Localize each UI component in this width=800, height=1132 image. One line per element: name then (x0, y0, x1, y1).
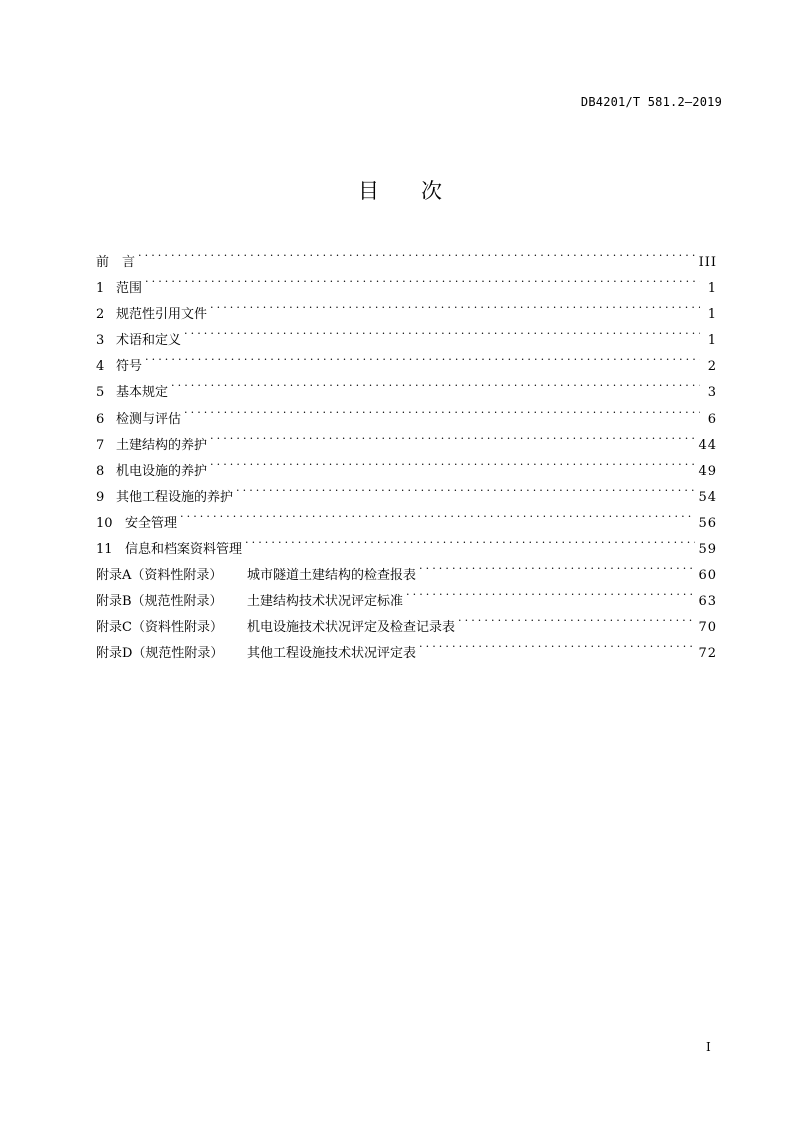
toc-title-char-1: 目 (358, 179, 379, 203)
toc-entry-label: 信息和档案资料管理 (125, 542, 243, 558)
table-of-contents (96, 240, 717, 662)
toc-dot-leader (145, 266, 700, 292)
toc-dot-leader (184, 318, 700, 344)
toc-entry-label: 土建结构的养护 (116, 437, 208, 453)
toc-entry-subtitle: 机电设施技术状况评定及检查记录表 (247, 620, 456, 636)
toc-entry-page: 63 (698, 594, 717, 610)
toc-entry-number: 8 (96, 463, 105, 479)
toc-entry-label: 基本规定 (116, 385, 169, 401)
toc-entry-page: III (698, 255, 717, 270)
toc-entry-subtitle: 城市隧道土建结构的检查报表 (247, 568, 417, 584)
toc-entry-page: 72 (698, 646, 717, 662)
toc-entry-number: 10 (96, 515, 113, 531)
toc-entry-page: 56 (698, 515, 717, 531)
toc-entry-6[interactable] (96, 397, 717, 427)
toc-entry-page: 59 (698, 542, 717, 558)
toc-entry-2[interactable] (96, 292, 717, 323)
toc-entry-page: 1 (707, 281, 717, 297)
toc-entry-label: 前 言 (96, 255, 136, 270)
toc-dot-leader (145, 344, 700, 370)
toc-entry-page: 3 (707, 385, 717, 401)
toc-entry-number: 9 (96, 489, 105, 505)
toc-entry-label: 术语和定义 (116, 333, 182, 349)
toc-dot-leader (419, 553, 695, 579)
toc-entry-3[interactable] (96, 318, 717, 349)
toc-dot-leader (210, 449, 695, 475)
toc-entry-number: 4 (96, 359, 105, 375)
toc-dot-leader (236, 475, 695, 501)
toc-entry-4[interactable] (96, 344, 717, 375)
toc-dot-leader (171, 370, 700, 396)
toc-entry-label: 附录D（规范性附录） (96, 646, 224, 662)
toc-entry-10[interactable] (96, 501, 717, 531)
toc-entry-number: 5 (96, 385, 105, 401)
toc-entry-label: 安全管理 (125, 515, 178, 531)
toc-dot-leader (458, 605, 695, 631)
toc-entry-number: 7 (96, 437, 105, 453)
toc-entry-7[interactable] (96, 423, 717, 453)
toc-dot-leader (210, 423, 695, 449)
toc-entry-page: 44 (698, 437, 717, 453)
toc-entry-page: 60 (698, 568, 717, 584)
toc-dot-leader (406, 579, 695, 605)
toc-entry-label: 附录C（资料性附录） (96, 620, 223, 636)
toc-entry-page: 1 (707, 307, 717, 323)
toc-dot-leader (419, 631, 695, 657)
toc-entry-page: 54 (698, 489, 717, 505)
toc-entry-subtitle: 土建结构技术状况评定标准 (247, 594, 404, 610)
toc-dot-leader (180, 501, 695, 527)
toc-entry-label: 附录A（资料性附录） (96, 568, 223, 584)
toc-entry-number: 2 (96, 307, 105, 323)
toc-dot-leader (245, 527, 695, 553)
toc-entry-label: 符号 (116, 359, 143, 375)
toc-entry-label: 机电设施的养护 (116, 463, 208, 479)
toc-entry-5[interactable] (96, 370, 717, 401)
toc-title-char-2: 次 (421, 179, 442, 203)
toc-dot-leader (210, 292, 700, 318)
toc-entry-preface[interactable] (96, 240, 717, 270)
toc-entry-page: 49 (698, 463, 717, 479)
toc-entry-subtitle: 其他工程设施技术状况评定表 (247, 646, 417, 662)
toc-entry-number: 11 (96, 542, 113, 558)
toc-entry-page: 70 (698, 620, 717, 636)
toc-entry-label: 范围 (116, 281, 143, 297)
toc-entry-page: 1 (707, 333, 717, 349)
toc-entry-1[interactable] (96, 266, 717, 297)
toc-entry-label: 规范性引用文件 (116, 307, 208, 323)
toc-dot-leader (138, 240, 696, 266)
toc-entry-11[interactable] (96, 527, 717, 558)
toc-entry-page: 2 (707, 359, 717, 375)
toc-entry-label: 检测与评估 (116, 411, 182, 427)
toc-entry-number: 3 (96, 333, 105, 349)
toc-entry-label: 其他工程设施的养护 (116, 489, 234, 505)
toc-dot-leader (184, 397, 700, 423)
document-code: DB4201/T 581.2—2019 (580, 95, 722, 109)
toc-entry-number: 1 (96, 281, 105, 297)
toc-title (0, 176, 800, 206)
toc-entry-label: 附录B（规范性附录） (96, 594, 223, 610)
toc-entry-number: 6 (96, 411, 105, 427)
page-number: I (706, 1040, 711, 1054)
toc-entry-page: 6 (707, 411, 717, 427)
